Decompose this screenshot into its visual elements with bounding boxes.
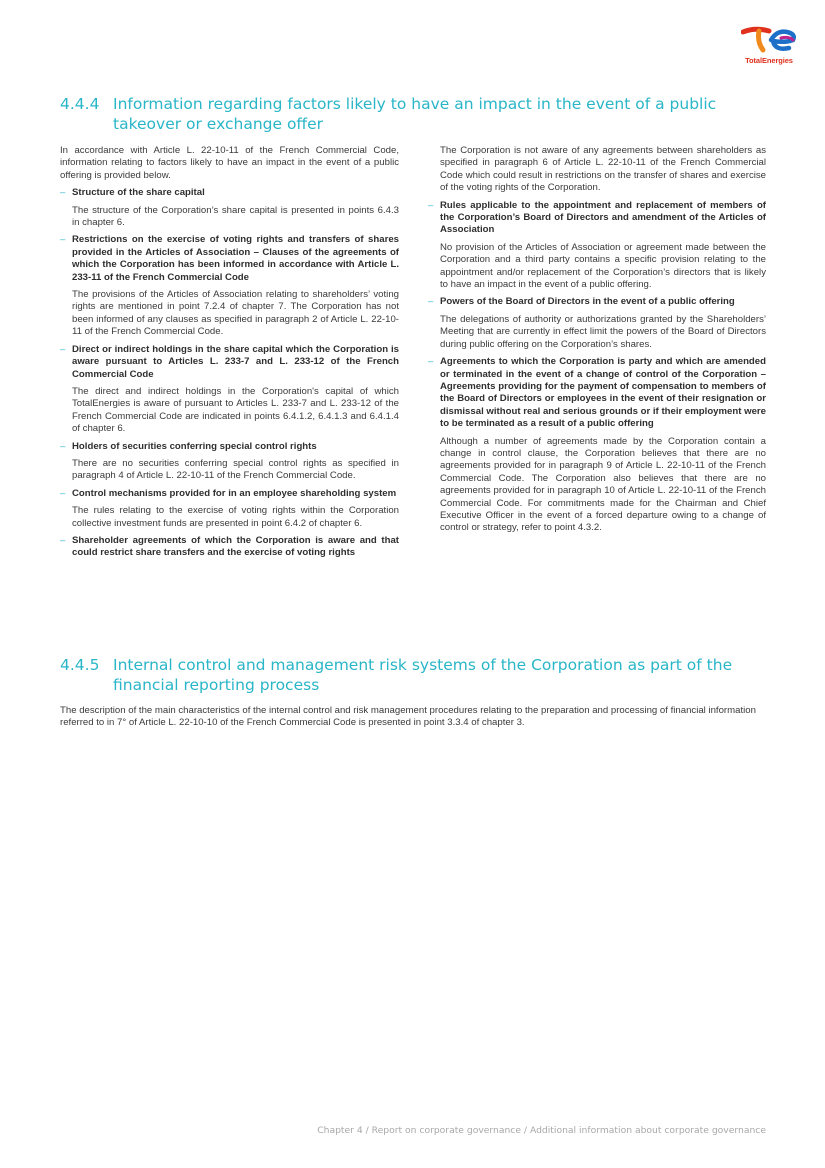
- item-title: Restrictions on the exercise of voting rights and transfers of shares provided in the Articles of Association – Clauses of the agreements of which the Corporation has been informed in accordance with Article L. 233-11 of the French Commercial Code: [72, 234, 399, 283]
- item-body-continued: The Corporation is not aware of any agreements between shareholders as specified in paragraph 6 of Article L. 22-10-11 of the French Commercial Code which could result in restrictions on the transfer of shares and exercise of the voting rights of the Corporation.: [440, 145, 766, 194]
- item-title: Structure of the share capital: [72, 187, 205, 199]
- list-item: [60, 187, 399, 229]
- dash-bullet: –: [60, 234, 66, 246]
- item-title: Control mechanisms provided for in an employee shareholding system: [72, 487, 397, 499]
- item-title: Agreements to which the Corporation is party and which are amended or terminated in the event of a change of control of the Corporation – Agreements providing for the payment of compensation to members of the Board of Directors or employees in the event of their resignation or dismissal without real and serious grounds or if their employment were to be terminated as a result of a public offering: [440, 356, 766, 430]
- dash-bullet: –: [60, 187, 66, 199]
- dash-bullet: –: [60, 440, 66, 452]
- item-body: Although a number of agreements made by the Corporation contain a change in control clause, the Corporation believes that there are no agreements provided for in paragraph 9 of Article L. 22-10-11 of the French Commercial Code. The Corporation also believes that there are no agreements provided for in paragraph 10 of Article L. 22-10-11 of the French Commercial Code. For commitments made for the Chairman and Chief Executive Officer in the event of a forced departure owing to a change of control or strategy, refer to point 4.3.2.: [440, 435, 766, 534]
- dash-bullet: –: [60, 487, 66, 499]
- dash-bullet: –: [60, 343, 66, 355]
- list-item: [428, 356, 766, 535]
- logo-wordmark: TotalEnergies: [745, 56, 793, 65]
- list-item: [60, 344, 399, 436]
- dash-bullet: –: [428, 356, 434, 368]
- paragraph: The description of the main characteristics of the internal control and risk management procedures relating to the preparation and processing of financial information referred to in 7° of Article L. 22-10-10 of the French Commercial Code is presented in point 3.3.4 of chapter 3.: [60, 705, 756, 729]
- section-intro: In accordance with Article L. 22-10-11 of the French Commercial Code, information relating to factors likely to have an impact in the event of a public offering is provided below.: [60, 145, 399, 181]
- dash-bullet: –: [60, 534, 66, 546]
- section-heading-445: [60, 655, 770, 695]
- item-body: The direct and indirect holdings in the Corporation's capital of which TotalEnergies is aware of pursuant to Articles L. 233-7 and L. 233-12 of the French Commercial Code are indicated in points 6.4.1.2, 6.4.1.3 and 6.4.1.4 of chapter 6.: [72, 385, 399, 435]
- item-body: No provision of the Articles of Association or agreement made between the Corporation and a third party contains a specific provision relating to the appointment and/or replacement of the Corporation’s directors that is likely to have an impact in the event of a public offering.: [440, 241, 766, 291]
- item-body: The rules relating to the exercise of voting rights within the Corporation collective investment funds are presented in point 6.4.2 of chapter 6.: [72, 505, 399, 529]
- item-title: Direct or indirect holdings in the share capital which the Corporation is aware pursuant to Articles L. 233-7 and L. 233-12 of the French Commercial Code: [72, 343, 399, 380]
- item-body: The delegations of authority or authorizations granted by the Shareholders’ Meeting that are currently in effect limit the powers of the Board of Directors during public offering on the Corporation’s shares.: [440, 313, 766, 350]
- section-heading-444: [60, 94, 770, 134]
- list-item: [60, 234, 399, 338]
- dash-bullet: –: [428, 199, 434, 211]
- section-number: 4.4.5: [60, 656, 100, 674]
- section-number: 4.4.4: [60, 95, 100, 113]
- item-body: There are no securities conferring special control rights as specified in paragraph 4 of Article L. 22-10-11 of the French Commercial Code.: [72, 457, 399, 482]
- totalenergies-logo-icon: [741, 26, 799, 54]
- item-title: Rules applicable to the appointment and replacement of members of the Corporation’s Board of Directors and amendment of the Articles of Association: [440, 199, 766, 236]
- page-footer: Chapter 4 / Report on corporate governance / Additional information about corporate governance: [317, 1125, 766, 1136]
- section-title: Information regarding factors likely to have an impact in the event of a public takeover or exchange offer: [113, 95, 717, 133]
- item-title: Holders of securities conferring special control rights: [72, 440, 317, 452]
- totalenergies-logo: [738, 26, 800, 68]
- section-445-body: [60, 705, 766, 730]
- list-item: [60, 488, 399, 530]
- dash-bullet: –: [428, 296, 434, 308]
- item-body: The structure of the Corporation’s share capital is presented in points 6.4.3 in chapter 6.: [72, 204, 399, 229]
- section-title: Internal control and management risk systems of the Corporation as part of the financial reporting process: [113, 656, 733, 694]
- list-item: [428, 200, 766, 292]
- item-title: Shareholder agreements of which the Corporation is aware and that could restrict share transfers and the exercise of voting rights: [72, 534, 399, 559]
- list-item: [60, 535, 399, 560]
- list-item: [428, 296, 766, 351]
- item-body: The provisions of the Articles of Association relating to shareholders’ voting rights are mentioned in point 7.2.4 of chapter 7. The Corporation has not been informed of any clauses as specified in paragraph 2 of Article L. 22-10-11 of the French Commercial Code.: [72, 289, 399, 338]
- right-column: [428, 145, 766, 540]
- list-item: [60, 441, 399, 483]
- item-title: Powers of the Board of Directors in the event of a public offering: [440, 296, 735, 308]
- left-column: [60, 145, 399, 565]
